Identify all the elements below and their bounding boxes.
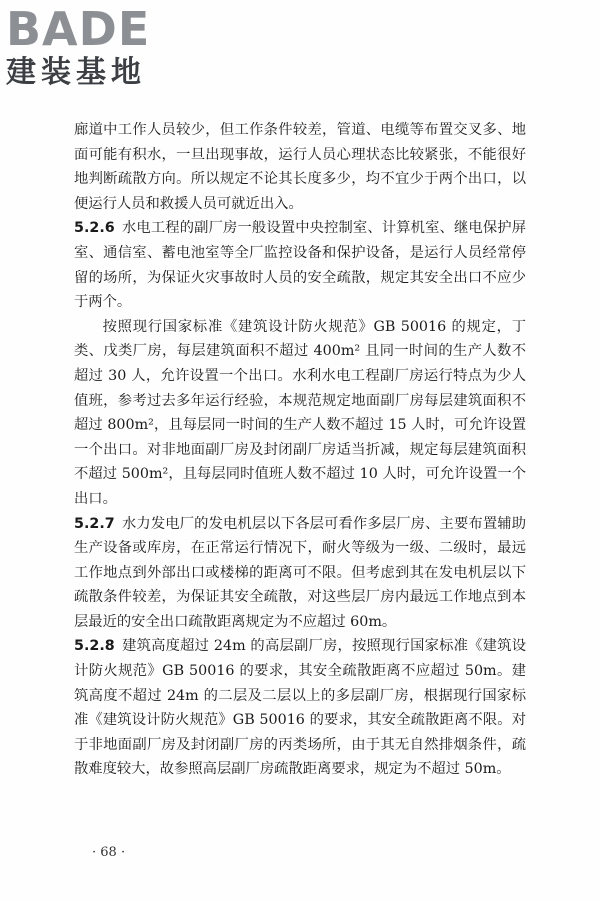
section-number: 5.2.8	[74, 638, 115, 655]
section-5-2-8	[74, 634, 526, 782]
logo-wordmark: BADE	[6, 2, 151, 56]
bade-logo	[6, 4, 206, 90]
paragraph: 按照现行国家标准《建筑设计防火规范》GB 50016 的规定，丁类、戊类厂房，每层建筑面积不超过 400m² 且同一时间的生产人数不超过 30 人，允许设置一个出口。水利水电工程副厂房运行特点为少人值班，参考过去多年运行经验，本规范规定地面副厂房每层建筑面积不超过 800m²，且每层同一时间的生产人数不超过 15 人时，可允许设置一个出口。对非地面副厂房及封闭副厂房适当折减，规定每层建筑面积不超过 500m²，且每层同时值班人数不超过 10 人时，可允许设置一个出口。	[74, 318, 526, 507]
section-number: 5.2.6	[74, 220, 115, 237]
page-number: · 68 ·	[92, 845, 126, 860]
section-5-2-7	[74, 512, 526, 635]
paragraph-continuation: 廊道中工作人员较少，但工作条件较差，管道、电缆等布置交叉多、地面可能有积水，一旦出现事故，运行人员心理状态比较紧张，不能很好地判断疏散方向。所以规定不论其长度多少，均不宜少于两个出口，以便运行人员和救援人员可就近出入。	[74, 122, 526, 212]
section-5-2-6	[74, 216, 526, 314]
section-number: 5.2.7	[74, 515, 115, 532]
section-text: 水力发电厂的发电机层以下各层可看作多层厂房、主要布置辅助生产设备或库房，在正常运行情况下，耐火等级为一级、二级时，最远工作地点到外部出口或楼梯的距离可不限。但考虑到其在发电机层以下疏散条件较差，为保证其安全疏散，对这些层厂房内最远工作地点到本层最近的安全出口疏散距离规定为不应超过 60m。	[74, 515, 526, 630]
section-text: 建筑高度超过 24m 的高层副厂房，按照现行国家标准《建筑设计防火规范》GB 50016 的要求，其安全疏散距离不应超过 50m。建筑高度不超过 24m 的二层及二层以上的多层副厂房，根据现行国家标准《建筑设计防火规范》GB 50016 的要求，其安全疏散距离不限。对于非地面副厂房及封闭副厂房的丙类场所，由于其无自然排烟条件，疏散难度较大，故参照高层副厂房疏散距离要求，规定为不超过 50m。	[74, 638, 526, 778]
logo-subtitle: 建装基地	[6, 55, 146, 90]
section-text: 水电工程的副厂房一般设置中央控制室、计算机室、继电保护屏室、通信室、蓄电池室等全厂监控设备和保护设备，是运行人员经常停留的场所，为保证火灾事故时人员的安全疏散，规定其安全出口不应少于两个。	[74, 220, 526, 311]
body-text	[74, 118, 526, 782]
